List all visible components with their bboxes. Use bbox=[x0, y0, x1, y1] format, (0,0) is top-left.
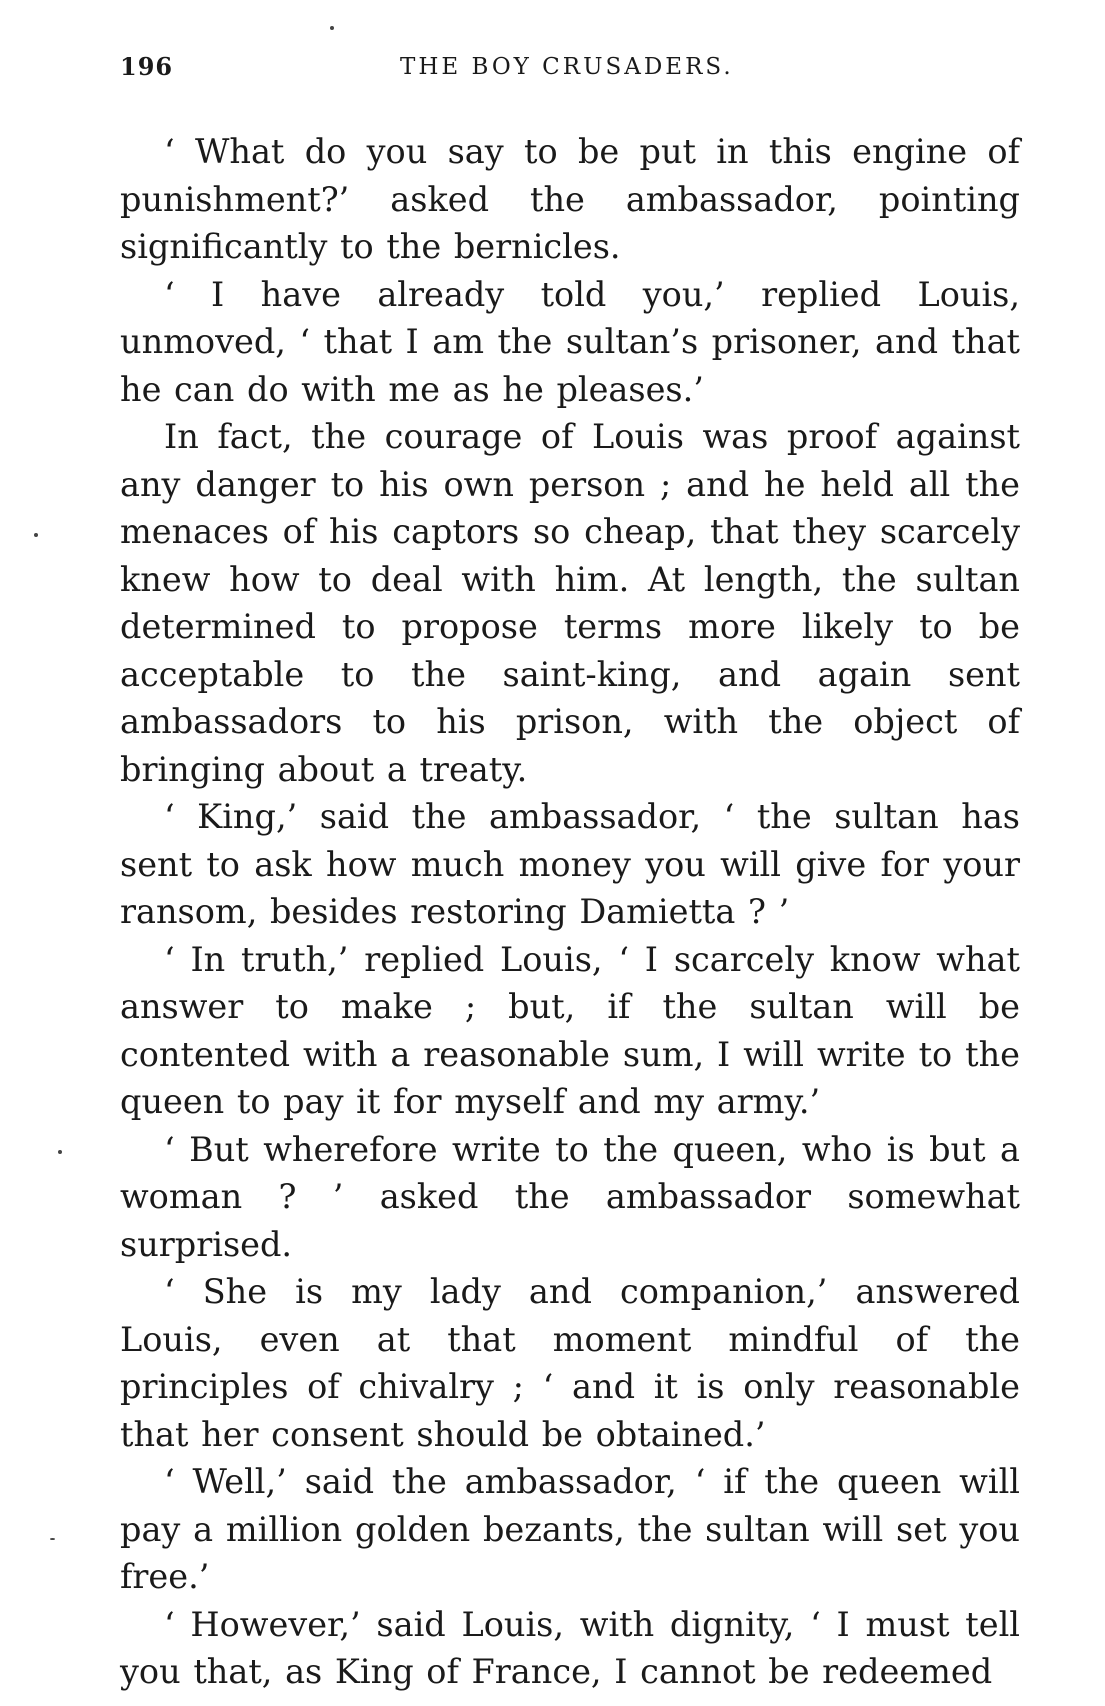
page-header bbox=[120, 52, 1025, 92]
paragraph-1: ‘ What do you say to be put in this engine of punishment?’ asked the ambassador, pointing significantly to the bernicles. bbox=[120, 132, 1020, 266]
paragraph-2: ‘ I have already told you,’ replied Louis, unmoved, ‘ that I am the sultan’s prisoner, and that he can do with me as he pleases.’ bbox=[120, 274, 1020, 409]
page-body bbox=[120, 128, 1020, 1696]
paragraph-3: In fact, the courage of Louis was proof against any danger to his own person ; and he held all the menaces of his captors so cheap, that they scarcely knew how to deal with him. At length, the sultan determined to propose terms more likely to be acceptable to the saint-king, and again sent ambassadors to his prison, with the object of bringing about a treaty. bbox=[120, 417, 1020, 789]
margin-speck-3 bbox=[50, 1538, 55, 1540]
paragraph-7: ‘ She is my lady and companion,’ answered Louis, even at that moment mindful of the principles of chivalry ; ‘ and it is only reasonable that her consent should be obtained.’ bbox=[120, 1272, 1020, 1454]
paragraph-5: ‘ In truth,’ replied Louis, ‘ I scarcely know what answer to make ; but, if the sultan will be contented with a reasonable sum, I will write to the queen to pay it for myself and my army.’ bbox=[120, 939, 1020, 1121]
top-speck bbox=[330, 26, 334, 30]
running-title: THE BOY CRUSADERS. bbox=[400, 54, 734, 80]
page-number: 196 bbox=[120, 52, 174, 81]
margin-speck-1 bbox=[34, 533, 38, 537]
paragraph-8: ‘ Well,’ said the ambassador, ‘ if the queen will pay a million golden bezants, the sultan will set you free.’ bbox=[120, 1462, 1020, 1596]
margin-speck-2 bbox=[58, 1150, 62, 1154]
paragraph-6: ‘ But wherefore write to the queen, who is but a woman ? ’ asked the ambassador somewhat surprised. bbox=[120, 1129, 1020, 1264]
paragraph-4: ‘ King,’ said the ambassador, ‘ the sultan has sent to ask how much money you will give for your ransom, besides restoring Damietta ? ’ bbox=[120, 797, 1020, 931]
paragraph-9: ‘ However,’ said Louis, with dignity, ‘ I must tell you that, as King of France, I cannot be redeemed bbox=[120, 1604, 1020, 1691]
